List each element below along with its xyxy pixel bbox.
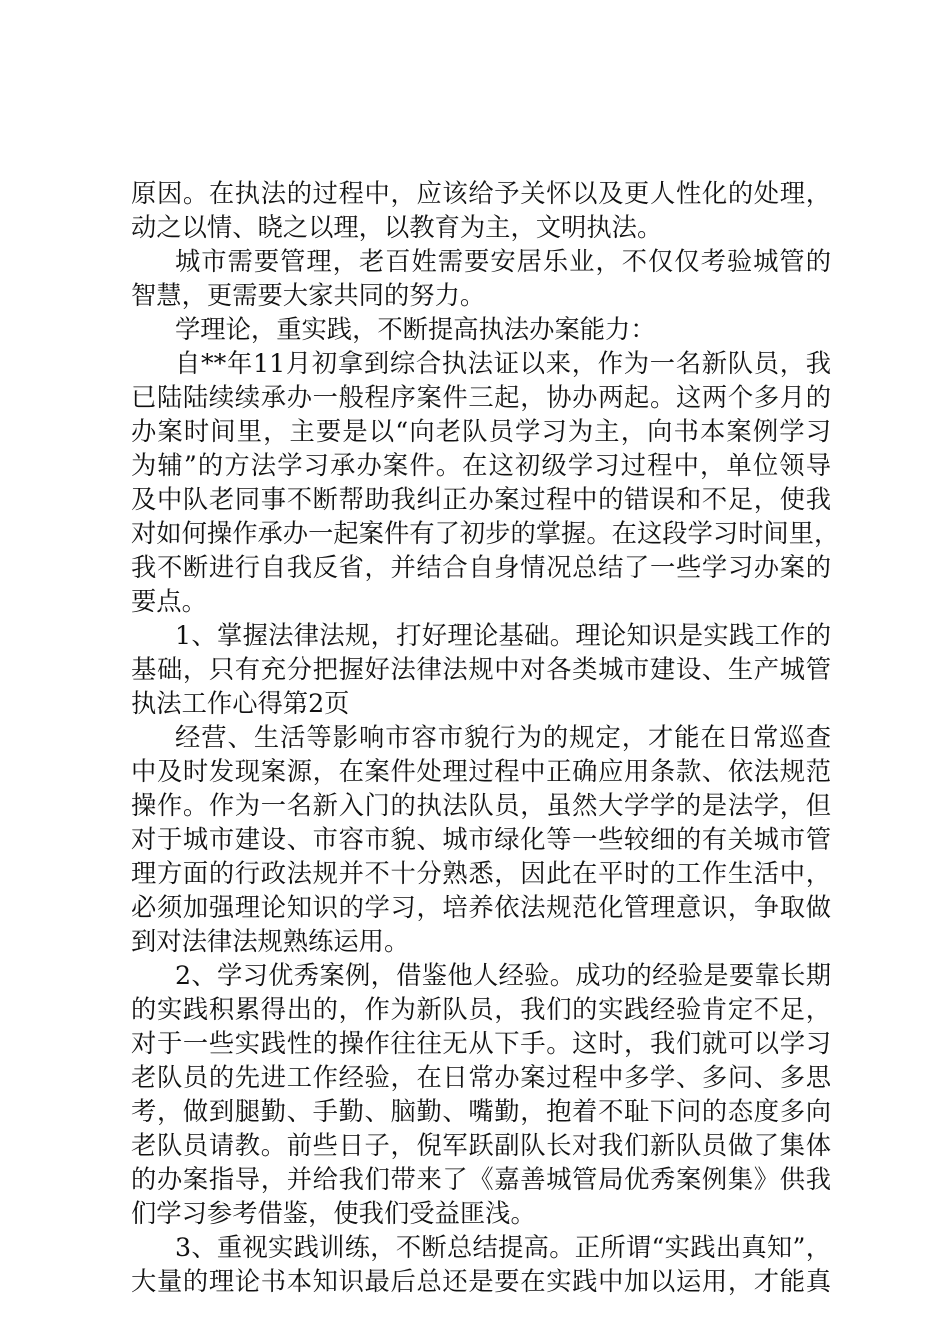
text-line: 原因。在执法的过程中，应该给予关怀以及更人性化的处理， (131, 179, 831, 208)
text-line: 经营、生活等影响市容市貌行为的规定，才能在日常巡查 (175, 723, 831, 752)
text-line: 中及时发现案源，在案件处理过程中正确应用条款、依法规范 (131, 757, 831, 786)
text-line: 考，做到腿勤、手勤、脑勤、嘴勤，抱着不耻下问的态度多向 (131, 1097, 831, 1126)
text-line: 要点。 (131, 587, 207, 616)
text-line: 必须加强理论知识的学习，培养依法规范化管理意识，争取做 (131, 893, 831, 922)
text-line: 1、掌握法律法规，打好理论基础。理论知识是实践工作的 (175, 621, 831, 650)
text-line: 对于一些实践性的操作往往无从下手。这时，我们就可以学习 (131, 1029, 831, 1058)
section-heading: 学理论，重实践，不断提高执法办案能力： (175, 315, 656, 344)
text-line: 2、学习优秀案例，借鉴他人经验。成功的经验是要靠长期 (175, 961, 831, 990)
text-line: 对如何操作承办一起案件有了初步的掌握。在这段学习时间里， (131, 519, 840, 548)
text-line: 对于城市建设、市容市貌、城市绿化等一些较细的有关城市管 (131, 825, 831, 854)
text-line: 执法工作心得第2页 (131, 689, 350, 718)
text-line: 为辅”的方法学习承办案件。在这初级学习过程中，单位领导 (131, 451, 831, 480)
text-line: 们学习参考借鉴，使我们受益匪浅。 (131, 1199, 536, 1228)
text-line: 老队员请教。前些日子，倪军跃副队长对我们新队员做了集体 (131, 1131, 831, 1160)
text-line: 办案时间里，主要是以“向老队员学习为主，向书本案例学习 (131, 417, 831, 446)
text-line: 理方面的行政法规并不十分熟悉，因此在平时的工作生活中， (131, 859, 831, 888)
text-line: 及中队老同事不断帮助我纠正办案过程中的错误和不足，使我 (131, 485, 831, 514)
text-line: 的实践积累得出的，作为新队员，我们的实践经验肯定不足， (131, 995, 831, 1024)
text-line: 操作。作为一名新入门的执法队员，虽然大学学的是法学，但 (131, 791, 831, 820)
text-line: 3、重视实践训练，不断总结提高。正所谓“实践出真知”， (175, 1233, 831, 1262)
text-line: 智慧，更需要大家共同的努力。 (131, 281, 486, 310)
text-line: 大量的理论书本知识最后总还是要在实践中加以运用，才能真 (131, 1267, 831, 1296)
text-line: 动之以情、晓之以理，以教育为主，文明执法。 (131, 213, 663, 242)
text-line: 的办案指导，并给我们带来了《嘉善城管局优秀案例集》供我 (131, 1165, 831, 1194)
text-line: 基础，只有充分把握好法律法规中对各类城市建设、生产城管 (131, 655, 831, 684)
text-line: 自**年11月初拿到综合执法证以来，作为一名新队员，我 (175, 349, 831, 378)
text-line: 我不断进行自我反省，并结合自身情况总结了一些学习办案的 (131, 553, 831, 582)
text-line: 已陆陆续续承办一般程序案件三起，协办两起。这两个多月的 (131, 383, 831, 412)
text-line: 城市需要管理，老百姓需要安居乐业，不仅仅考验城管的 (175, 247, 831, 276)
text-line: 老队员的先进工作经验，在日常办案过程中多学、多问、多思 (131, 1063, 831, 1092)
text-line: 到对法律法规熟练运用。 (131, 927, 410, 956)
